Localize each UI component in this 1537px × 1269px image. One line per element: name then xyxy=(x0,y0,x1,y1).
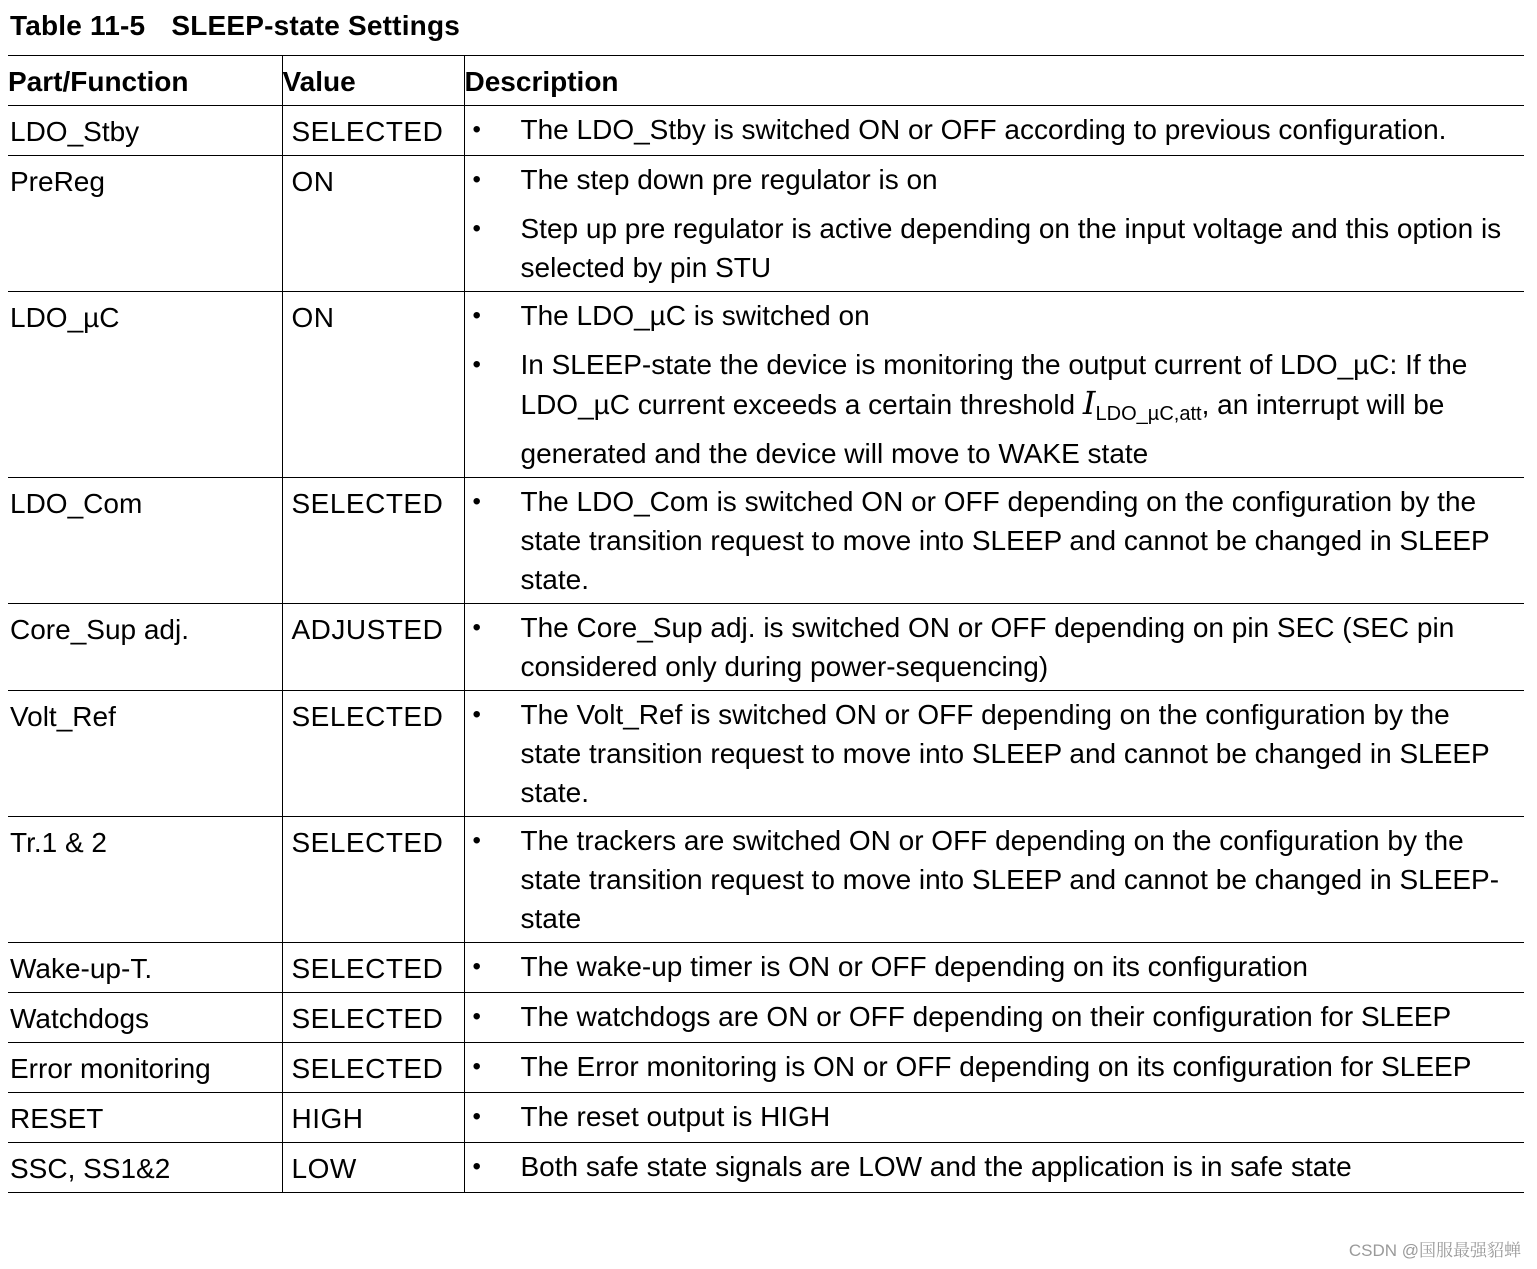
bullet-icon: • xyxy=(472,827,481,854)
table-title: SLEEP-state Settings xyxy=(171,10,461,41)
part-cell: Tr.1 & 2 xyxy=(8,817,282,943)
description-cell xyxy=(464,993,1524,1043)
description-bullet: • The Core_Sup adj. is switched ON or OFF depending on pin SEC (SEC pin considered only during power-sequencing) xyxy=(465,608,1519,686)
description-bullet: • The wake-up timer is ON or OFF depending on its configuration xyxy=(465,947,1519,986)
table-number: Table 11-5 xyxy=(10,10,146,41)
bullet-icon: • xyxy=(472,614,481,641)
table-row xyxy=(8,691,1524,817)
bullet-icon: • xyxy=(472,116,481,143)
bullet-icon: • xyxy=(472,1003,481,1030)
bullet-icon: • xyxy=(472,701,481,728)
table-row xyxy=(8,943,1524,993)
table-header-row xyxy=(8,56,1524,106)
part-cell: LDO_Stby xyxy=(8,106,282,156)
part-cell: Error monitoring xyxy=(8,1043,282,1093)
value-cell: SELECTED xyxy=(282,106,464,156)
description-bullet: • The LDO_Stby is switched ON or OFF according to previous configuration. xyxy=(465,110,1519,149)
value-cell: SELECTED xyxy=(282,691,464,817)
part-cell: Core_Sup adj. xyxy=(8,604,282,691)
table-row xyxy=(8,993,1524,1043)
description-cell xyxy=(464,478,1524,604)
description-cell xyxy=(464,106,1524,156)
bullet-icon: • xyxy=(472,1153,481,1180)
description-cell xyxy=(464,604,1524,691)
value-cell: SELECTED xyxy=(282,993,464,1043)
value-cell: SELECTED xyxy=(282,1043,464,1093)
value-cell: LOW xyxy=(282,1143,464,1193)
value-cell: HIGH xyxy=(282,1093,464,1143)
part-cell: LDO_Com xyxy=(8,478,282,604)
description-cell xyxy=(464,156,1524,292)
bullet-icon: • xyxy=(472,215,481,242)
description-cell xyxy=(464,1043,1524,1093)
value-cell: ADJUSTED xyxy=(282,604,464,691)
part-cell: Watchdogs xyxy=(8,993,282,1043)
description-cell xyxy=(464,943,1524,993)
description-cell xyxy=(464,817,1524,943)
value-cell: ON xyxy=(282,292,464,478)
table-row xyxy=(8,478,1524,604)
header-value: Value xyxy=(282,56,464,106)
value-cell: ON xyxy=(282,156,464,292)
table-caption xyxy=(10,10,460,42)
description-cell xyxy=(464,292,1524,478)
table-row xyxy=(8,604,1524,691)
table-row xyxy=(8,292,1524,478)
bullet-icon: • xyxy=(472,1053,481,1080)
table-row xyxy=(8,1143,1524,1193)
part-cell: Wake-up-T. xyxy=(8,943,282,993)
part-cell: RESET xyxy=(8,1093,282,1143)
description-cell xyxy=(464,1143,1524,1193)
bullet-icon: • xyxy=(472,302,481,329)
description-bullet: • The trackers are switched ON or OFF depending on the configuration by the state transition request to move into SLEEP and cannot be changed in SLEEP-state xyxy=(465,821,1519,938)
part-cell: Volt_Ref xyxy=(8,691,282,817)
header-part-function: Part/Function xyxy=(8,56,282,106)
table-row xyxy=(8,106,1524,156)
table-row xyxy=(8,1043,1524,1093)
description-bullet: • The LDO_Com is switched ON or OFF depending on the configuration by the state transition request to move into SLEEP and cannot be changed in SLEEP state. xyxy=(465,482,1519,599)
value-cell: SELECTED xyxy=(282,817,464,943)
table-row xyxy=(8,817,1524,943)
description-bullet: • The reset output is HIGH xyxy=(465,1097,1519,1136)
settings-table xyxy=(8,55,1524,1193)
value-cell: SELECTED xyxy=(282,943,464,993)
bullet-icon: • xyxy=(472,166,481,193)
description-cell xyxy=(464,691,1524,817)
description-bullet: • The Error monitoring is ON or OFF depending on its configuration for SLEEP xyxy=(465,1047,1519,1086)
bullet-icon: • xyxy=(472,488,481,515)
description-bullet: • Step up pre regulator is active depending on the input voltage and this option is selected by pin STU xyxy=(465,209,1519,287)
description-bullet: • The step down pre regulator is on xyxy=(465,160,1519,199)
watermark: CSDN @国服最强貂蝉 xyxy=(1348,1241,1521,1260)
bullet-icon: • xyxy=(472,351,481,378)
description-bullet: • The watchdogs are ON or OFF depending on their configuration for SLEEP xyxy=(465,997,1519,1036)
header-description: Description xyxy=(464,56,1524,106)
description-bullet: • The Volt_Ref is switched ON or OFF depending on the configuration by the state transition request to move into SLEEP and cannot be changed in SLEEP state. xyxy=(465,695,1519,812)
value-cell: SELECTED xyxy=(282,478,464,604)
threshold-symbol: I xyxy=(1082,384,1096,422)
table-row xyxy=(8,1093,1524,1143)
bullet-icon: • xyxy=(472,1103,481,1130)
table-row xyxy=(8,156,1524,292)
part-cell: SSC, SS1&2 xyxy=(8,1143,282,1193)
bullet-icon: • xyxy=(472,953,481,980)
description-bullet: • Both safe state signals are LOW and the application is in safe state xyxy=(465,1147,1519,1186)
description-bullet: • In SLEEP-state the device is monitoring the output current of LDO_µC: If the LDO_µC current exceeds a certain threshold $I_{LDO\_\mu C,att}$, an interrupt will be generated and the device will move to WAKE state xyxy=(465,345,1519,473)
part-cell: LDO_µC xyxy=(8,292,282,478)
part-cell: PreReg xyxy=(8,156,282,292)
description-bullet: • The LDO_µC is switched on xyxy=(465,296,1519,335)
description-cell xyxy=(464,1093,1524,1143)
threshold-subscript: LDO_µC,att xyxy=(1095,403,1202,425)
